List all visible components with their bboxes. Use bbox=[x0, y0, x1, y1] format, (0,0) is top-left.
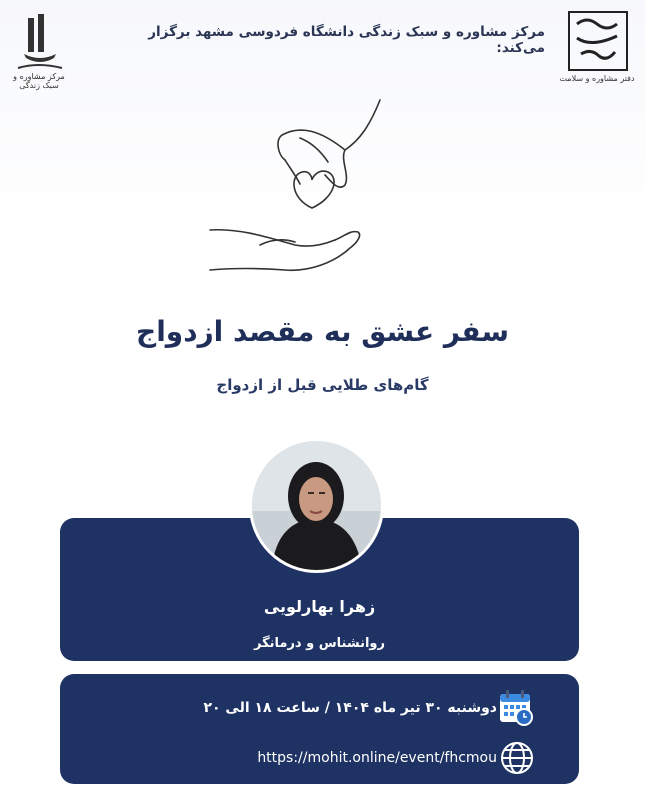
organizer-text: مرکز مشاوره و سبک زندگی دانشگاه فردوسی مشهد برگزار می‌کند: bbox=[148, 24, 545, 56]
hands-heart-illustration bbox=[200, 80, 400, 290]
event-date-time: دوشنبه ۳۰ تیر ماه ۱۴۰۴ / ساعت ۱۸ الی ۲۰ bbox=[203, 700, 497, 716]
speaker-avatar bbox=[249, 438, 384, 573]
left-logo-caption: مرکز مشاوره و سبک زندگی bbox=[13, 72, 65, 90]
event-subtitle: گام‌های طلایی قبل از ازدواج bbox=[216, 376, 429, 394]
event-title: سفر عشق به مقصد ازدواج bbox=[136, 315, 509, 348]
calendar-icon bbox=[497, 688, 535, 726]
event-link[interactable]: https://mohit.online/event/fhcmou bbox=[257, 750, 497, 766]
speaker-role: روانشناس و درمانگر bbox=[253, 636, 385, 651]
globe-icon bbox=[499, 740, 535, 776]
right-logo-caption: دفتر مشاوره و سلامت bbox=[559, 74, 635, 83]
speaker-name: زهرا بهارلویی bbox=[263, 597, 376, 616]
